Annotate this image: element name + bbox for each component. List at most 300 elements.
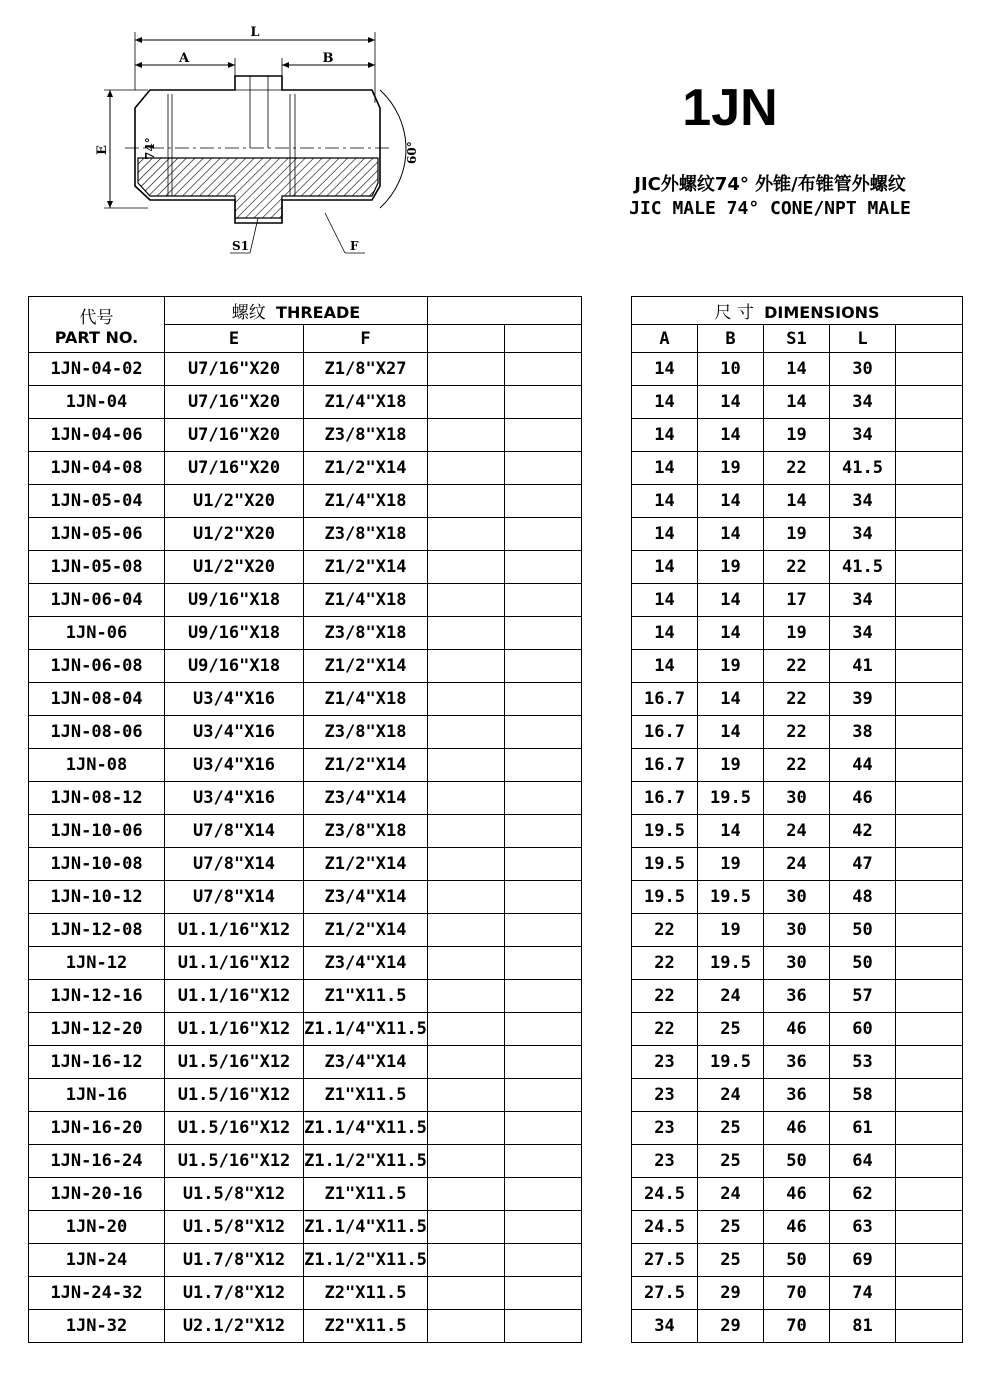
cell-b: 19	[698, 650, 764, 683]
cell-blank	[896, 386, 963, 419]
cell-a: 14	[632, 518, 698, 551]
cell-f: Z3/8"X18	[304, 716, 428, 749]
cell-e: U3/4"X16	[165, 683, 304, 716]
cell-blank	[428, 683, 505, 716]
cell-l: 74	[830, 1277, 896, 1310]
cell-e: U1.5/16"X12	[165, 1145, 304, 1178]
cell-part: 1JN-06-04	[29, 584, 165, 617]
cell-blank	[505, 947, 582, 980]
cell-blank	[505, 1211, 582, 1244]
cell-blank	[428, 452, 505, 485]
cell-blank	[505, 1310, 582, 1343]
cell-a: 14	[632, 419, 698, 452]
cell-part: 1JN-05-08	[29, 551, 165, 584]
cell-blank	[428, 617, 505, 650]
cell-a: 23	[632, 1079, 698, 1112]
cell-e: U1.5/16"X12	[165, 1112, 304, 1145]
cell-e: U3/4"X16	[165, 749, 304, 782]
cell-l: 50	[830, 947, 896, 980]
product-code: 1JN	[682, 79, 778, 137]
cell-l: 34	[830, 584, 896, 617]
cell-blank	[896, 1211, 963, 1244]
cell-f: Z1/2"X14	[304, 551, 428, 584]
table-row	[29, 1178, 963, 1211]
header-blank-2	[505, 325, 582, 353]
cell-b: 25	[698, 1244, 764, 1277]
cell-blank	[505, 485, 582, 518]
cell-blank	[896, 848, 963, 881]
cell-blank	[505, 584, 582, 617]
cell-e: U7/8"X14	[165, 881, 304, 914]
cell-f: Z1"X11.5	[304, 1079, 428, 1112]
cell-part: 1JN-10-06	[29, 815, 165, 848]
cell-l: 48	[830, 881, 896, 914]
cell-blank	[505, 353, 582, 386]
cell-b: 29	[698, 1310, 764, 1343]
table-row	[29, 980, 963, 1013]
cell-blank	[896, 419, 963, 452]
cell-s1: 19	[764, 419, 830, 452]
table-row	[29, 1277, 963, 1310]
cell-l: 64	[830, 1145, 896, 1178]
cell-blank	[505, 782, 582, 815]
cell-blank	[428, 1145, 505, 1178]
cell-f: Z2"X11.5	[304, 1310, 428, 1343]
cell-s1: 30	[764, 881, 830, 914]
cell-blank	[896, 452, 963, 485]
cell-e: U2.1/2"X12	[165, 1310, 304, 1343]
cell-blank	[896, 518, 963, 551]
header-dimensions-cn: 尺 寸	[714, 303, 754, 323]
cell-f: Z3/8"X18	[304, 815, 428, 848]
cell-e: U1/2"X20	[165, 485, 304, 518]
table-row	[29, 749, 963, 782]
cell-b: 14	[698, 683, 764, 716]
cell-e: U1/2"X20	[165, 518, 304, 551]
cell-blank	[428, 1112, 505, 1145]
header-blank-1	[428, 325, 505, 353]
table-row	[29, 1079, 963, 1112]
cell-e: U9/16"X18	[165, 584, 304, 617]
cell-s1: 30	[764, 947, 830, 980]
header-dimensions-en: DIMENSIONS	[764, 303, 880, 322]
cell-blank	[428, 980, 505, 1013]
header-col-a: A	[632, 325, 698, 353]
cell-a: 16.7	[632, 749, 698, 782]
cell-s1: 14	[764, 485, 830, 518]
cell-a: 14	[632, 650, 698, 683]
cell-f: Z1.1/4"X11.5	[304, 1013, 428, 1046]
s1-label: S1	[232, 239, 250, 253]
cell-f: Z3/4"X14	[304, 881, 428, 914]
cone-angle-label: 74°	[143, 137, 157, 160]
cell-blank	[428, 1046, 505, 1079]
cell-e: U7/16"X20	[165, 386, 304, 419]
cell-e: U1.1/16"X12	[165, 1013, 304, 1046]
cell-f: Z3/4"X14	[304, 1046, 428, 1079]
dim-label-b: B	[322, 51, 334, 66]
cell-b: 29	[698, 1277, 764, 1310]
cell-e: U9/16"X18	[165, 617, 304, 650]
cell-blank	[505, 518, 582, 551]
cell-blank	[896, 1310, 963, 1343]
cell-b: 19	[698, 848, 764, 881]
dimensions-table	[28, 296, 963, 1343]
cell-a: 14	[632, 353, 698, 386]
cell-l: 41.5	[830, 452, 896, 485]
cell-a: 14	[632, 551, 698, 584]
cell-blank	[428, 1310, 505, 1343]
cell-blank	[505, 551, 582, 584]
cell-s1: 19	[764, 617, 830, 650]
cell-f: Z1/4"X18	[304, 386, 428, 419]
cell-b: 14	[698, 386, 764, 419]
cell-b: 14	[698, 815, 764, 848]
cell-part: 1JN-16	[29, 1079, 165, 1112]
cell-b: 14	[698, 617, 764, 650]
cell-blank	[505, 650, 582, 683]
table-row	[29, 485, 963, 518]
cell-l: 81	[830, 1310, 896, 1343]
cell-blank	[896, 1145, 963, 1178]
cell-f: Z1/2"X14	[304, 650, 428, 683]
cell-part: 1JN-12-16	[29, 980, 165, 1013]
cell-blank	[428, 848, 505, 881]
cell-e: U1.5/8"X12	[165, 1178, 304, 1211]
cell-part: 1JN-08-12	[29, 782, 165, 815]
cell-s1: 22	[764, 749, 830, 782]
cell-a: 14	[632, 485, 698, 518]
cell-blank	[428, 419, 505, 452]
cell-blank	[896, 980, 963, 1013]
cell-blank	[505, 617, 582, 650]
column-gap	[582, 297, 632, 1343]
cell-b: 14	[698, 419, 764, 452]
dim-label-l: L	[250, 25, 260, 40]
cell-l: 30	[830, 353, 896, 386]
table-row	[29, 1046, 963, 1079]
header-part-no	[29, 297, 165, 353]
cell-a: 34	[632, 1310, 698, 1343]
cell-b: 25	[698, 1013, 764, 1046]
cell-blank	[505, 749, 582, 782]
header-blank-3	[896, 325, 963, 353]
cell-b: 14	[698, 716, 764, 749]
cell-blank	[896, 1046, 963, 1079]
cell-b: 25	[698, 1112, 764, 1145]
cell-blank	[505, 1244, 582, 1277]
table-row	[29, 716, 963, 749]
cell-blank	[896, 1079, 963, 1112]
table-row	[29, 782, 963, 815]
table-row	[29, 650, 963, 683]
header-dimensions	[632, 297, 963, 325]
cell-s1: 24	[764, 848, 830, 881]
cell-blank	[505, 881, 582, 914]
cell-blank	[505, 716, 582, 749]
cell-e: U1.7/8"X12	[165, 1277, 304, 1310]
cell-a: 14	[632, 386, 698, 419]
cell-blank	[428, 881, 505, 914]
cell-e: U7/16"X20	[165, 353, 304, 386]
cell-e: U1/2"X20	[165, 551, 304, 584]
cell-blank	[896, 749, 963, 782]
cell-part: 1JN-16-12	[29, 1046, 165, 1079]
cell-l: 38	[830, 716, 896, 749]
cell-b: 19	[698, 452, 764, 485]
cell-blank	[428, 815, 505, 848]
cell-blank	[505, 452, 582, 485]
cell-f: Z1"X11.5	[304, 980, 428, 1013]
cell-part: 1JN-05-04	[29, 485, 165, 518]
cell-l: 42	[830, 815, 896, 848]
cell-blank	[896, 881, 963, 914]
cell-l: 41	[830, 650, 896, 683]
table-row	[29, 518, 963, 551]
cell-s1: 36	[764, 1079, 830, 1112]
cell-s1: 36	[764, 980, 830, 1013]
cell-blank	[896, 617, 963, 650]
header-col-b: B	[698, 325, 764, 353]
cell-f: Z1.1/2"X11.5	[304, 1244, 428, 1277]
cell-b: 14	[698, 518, 764, 551]
cell-s1: 50	[764, 1244, 830, 1277]
cell-part: 1JN-12-20	[29, 1013, 165, 1046]
cell-a: 27.5	[632, 1277, 698, 1310]
cell-s1: 14	[764, 353, 830, 386]
table-row	[29, 848, 963, 881]
cell-blank	[428, 782, 505, 815]
cell-blank	[505, 1277, 582, 1310]
cell-a: 27.5	[632, 1244, 698, 1277]
cell-blank	[896, 1277, 963, 1310]
cell-blank	[505, 1046, 582, 1079]
cell-part: 1JN-24	[29, 1244, 165, 1277]
cell-a: 19.5	[632, 815, 698, 848]
cell-b: 19.5	[698, 881, 764, 914]
cell-e: U9/16"X18	[165, 650, 304, 683]
cell-part: 1JN-08	[29, 749, 165, 782]
cell-blank	[428, 1277, 505, 1310]
cell-s1: 22	[764, 452, 830, 485]
cell-e: U1.1/16"X12	[165, 980, 304, 1013]
header-col-f: F	[304, 325, 428, 353]
cell-part: 1JN-06	[29, 617, 165, 650]
table-row	[29, 1145, 963, 1178]
cell-s1: 22	[764, 551, 830, 584]
cell-s1: 19	[764, 518, 830, 551]
cell-l: 34	[830, 518, 896, 551]
cell-s1: 70	[764, 1277, 830, 1310]
cell-blank	[428, 1178, 505, 1211]
cell-blank	[896, 551, 963, 584]
cell-blank	[896, 1112, 963, 1145]
cell-f: Z2"X11.5	[304, 1277, 428, 1310]
cell-f: Z3/8"X18	[304, 617, 428, 650]
cell-blank	[428, 518, 505, 551]
cell-s1: 17	[764, 584, 830, 617]
table-row	[29, 1310, 963, 1343]
cell-l: 34	[830, 485, 896, 518]
cell-f: Z1/2"X14	[304, 848, 428, 881]
cell-b: 14	[698, 485, 764, 518]
cell-blank	[896, 1244, 963, 1277]
cell-part: 1JN-10-08	[29, 848, 165, 881]
table-row	[29, 1112, 963, 1145]
cell-blank	[428, 485, 505, 518]
cell-b: 10	[698, 353, 764, 386]
cell-part: 1JN-20-16	[29, 1178, 165, 1211]
cell-blank	[505, 848, 582, 881]
header-col-e: E	[165, 325, 304, 353]
cell-e: U1.5/16"X12	[165, 1046, 304, 1079]
thread-angle-label: 60°	[405, 141, 419, 164]
cell-part: 1JN-04	[29, 386, 165, 419]
cell-a: 22	[632, 914, 698, 947]
cell-b: 19	[698, 914, 764, 947]
cell-e: U7/16"X20	[165, 419, 304, 452]
cell-part: 1JN-10-12	[29, 881, 165, 914]
cell-f: Z1.1/4"X11.5	[304, 1112, 428, 1145]
cell-l: 47	[830, 848, 896, 881]
cell-part: 1JN-05-06	[29, 518, 165, 551]
cell-s1: 46	[764, 1112, 830, 1145]
cell-f: Z1/4"X18	[304, 683, 428, 716]
cell-l: 34	[830, 386, 896, 419]
cell-b: 19.5	[698, 782, 764, 815]
cell-blank	[505, 419, 582, 452]
header-part-no-en: PART NO.	[54, 327, 139, 347]
cell-e: U3/4"X16	[165, 716, 304, 749]
cell-part: 1JN-12-08	[29, 914, 165, 947]
cell-a: 22	[632, 947, 698, 980]
cell-b: 19.5	[698, 947, 764, 980]
cell-blank	[896, 782, 963, 815]
cell-blank	[428, 353, 505, 386]
cell-l: 58	[830, 1079, 896, 1112]
cell-a: 16.7	[632, 683, 698, 716]
cell-part: 1JN-12	[29, 947, 165, 980]
cell-blank	[505, 1079, 582, 1112]
cell-s1: 22	[764, 716, 830, 749]
cell-a: 22	[632, 980, 698, 1013]
cell-a: 19.5	[632, 848, 698, 881]
header-blank	[428, 297, 582, 325]
cell-a: 14	[632, 617, 698, 650]
cell-e: U1.5/16"X12	[165, 1079, 304, 1112]
cell-l: 62	[830, 1178, 896, 1211]
cell-f: Z1/2"X14	[304, 452, 428, 485]
cell-l: 46	[830, 782, 896, 815]
header-thread-cn: 螺纹	[231, 303, 266, 323]
cell-blank	[428, 1079, 505, 1112]
table-row	[29, 584, 963, 617]
cell-blank	[896, 914, 963, 947]
cell-l: 34	[830, 617, 896, 650]
cell-f: Z1/4"X18	[304, 485, 428, 518]
cell-blank	[896, 683, 963, 716]
cell-blank	[505, 1178, 582, 1211]
cell-blank	[428, 749, 505, 782]
cell-a: 19.5	[632, 881, 698, 914]
cell-f: Z3/8"X18	[304, 419, 428, 452]
cell-blank	[505, 1013, 582, 1046]
subtitle-english: JIC MALE 74° CONE/NPT MALE	[629, 198, 911, 219]
fitting-drawing	[80, 18, 460, 268]
cell-blank	[896, 353, 963, 386]
cell-blank	[896, 947, 963, 980]
cell-e: U7/8"X14	[165, 848, 304, 881]
cell-f: Z1.1/4"X11.5	[304, 1211, 428, 1244]
cell-a: 23	[632, 1145, 698, 1178]
cell-part: 1JN-16-20	[29, 1112, 165, 1145]
cell-blank	[428, 1211, 505, 1244]
cell-l: 61	[830, 1112, 896, 1145]
cell-e: U7/8"X14	[165, 815, 304, 848]
table-row	[29, 452, 963, 485]
cell-b: 19.5	[698, 1046, 764, 1079]
cell-blank	[505, 683, 582, 716]
cell-f: Z1/2"X14	[304, 749, 428, 782]
header-thread-group	[165, 297, 428, 325]
cell-blank	[896, 716, 963, 749]
table-row	[29, 914, 963, 947]
cell-l: 50	[830, 914, 896, 947]
cell-f: Z3/4"X14	[304, 947, 428, 980]
cell-s1: 30	[764, 782, 830, 815]
cell-l: 44	[830, 749, 896, 782]
cell-e: U1.5/8"X12	[165, 1211, 304, 1244]
cell-l: 63	[830, 1211, 896, 1244]
cell-part: 1JN-32	[29, 1310, 165, 1343]
cell-e: U1.7/8"X12	[165, 1244, 304, 1277]
cell-part: 1JN-04-06	[29, 419, 165, 452]
cell-b: 14	[698, 584, 764, 617]
table-row	[29, 1244, 963, 1277]
cell-part: 1JN-08-04	[29, 683, 165, 716]
cell-part: 1JN-24-32	[29, 1277, 165, 1310]
cell-blank	[896, 584, 963, 617]
cell-a: 14	[632, 584, 698, 617]
table-row	[29, 617, 963, 650]
f-label: F	[350, 239, 359, 253]
cell-blank	[505, 1145, 582, 1178]
cell-blank	[896, 650, 963, 683]
cell-blank	[428, 386, 505, 419]
cell-blank	[896, 815, 963, 848]
table-row	[29, 1211, 963, 1244]
cell-b: 25	[698, 1145, 764, 1178]
cell-f: Z1/8"X27	[304, 353, 428, 386]
cell-part: 1JN-08-06	[29, 716, 165, 749]
cell-blank	[505, 1112, 582, 1145]
cell-s1: 22	[764, 683, 830, 716]
cell-blank	[505, 914, 582, 947]
cell-e: U1.1/16"X12	[165, 947, 304, 980]
cell-a: 24.5	[632, 1211, 698, 1244]
cell-s1: 22	[764, 650, 830, 683]
cell-l: 34	[830, 419, 896, 452]
cell-f: Z3/8"X18	[304, 518, 428, 551]
cell-s1: 46	[764, 1178, 830, 1211]
cell-f: Z1"X11.5	[304, 1178, 428, 1211]
cell-s1: 30	[764, 914, 830, 947]
table-row	[29, 1013, 963, 1046]
cell-a: 14	[632, 452, 698, 485]
cell-a: 16.7	[632, 782, 698, 815]
cell-e: U1.1/16"X12	[165, 914, 304, 947]
cell-blank	[505, 980, 582, 1013]
